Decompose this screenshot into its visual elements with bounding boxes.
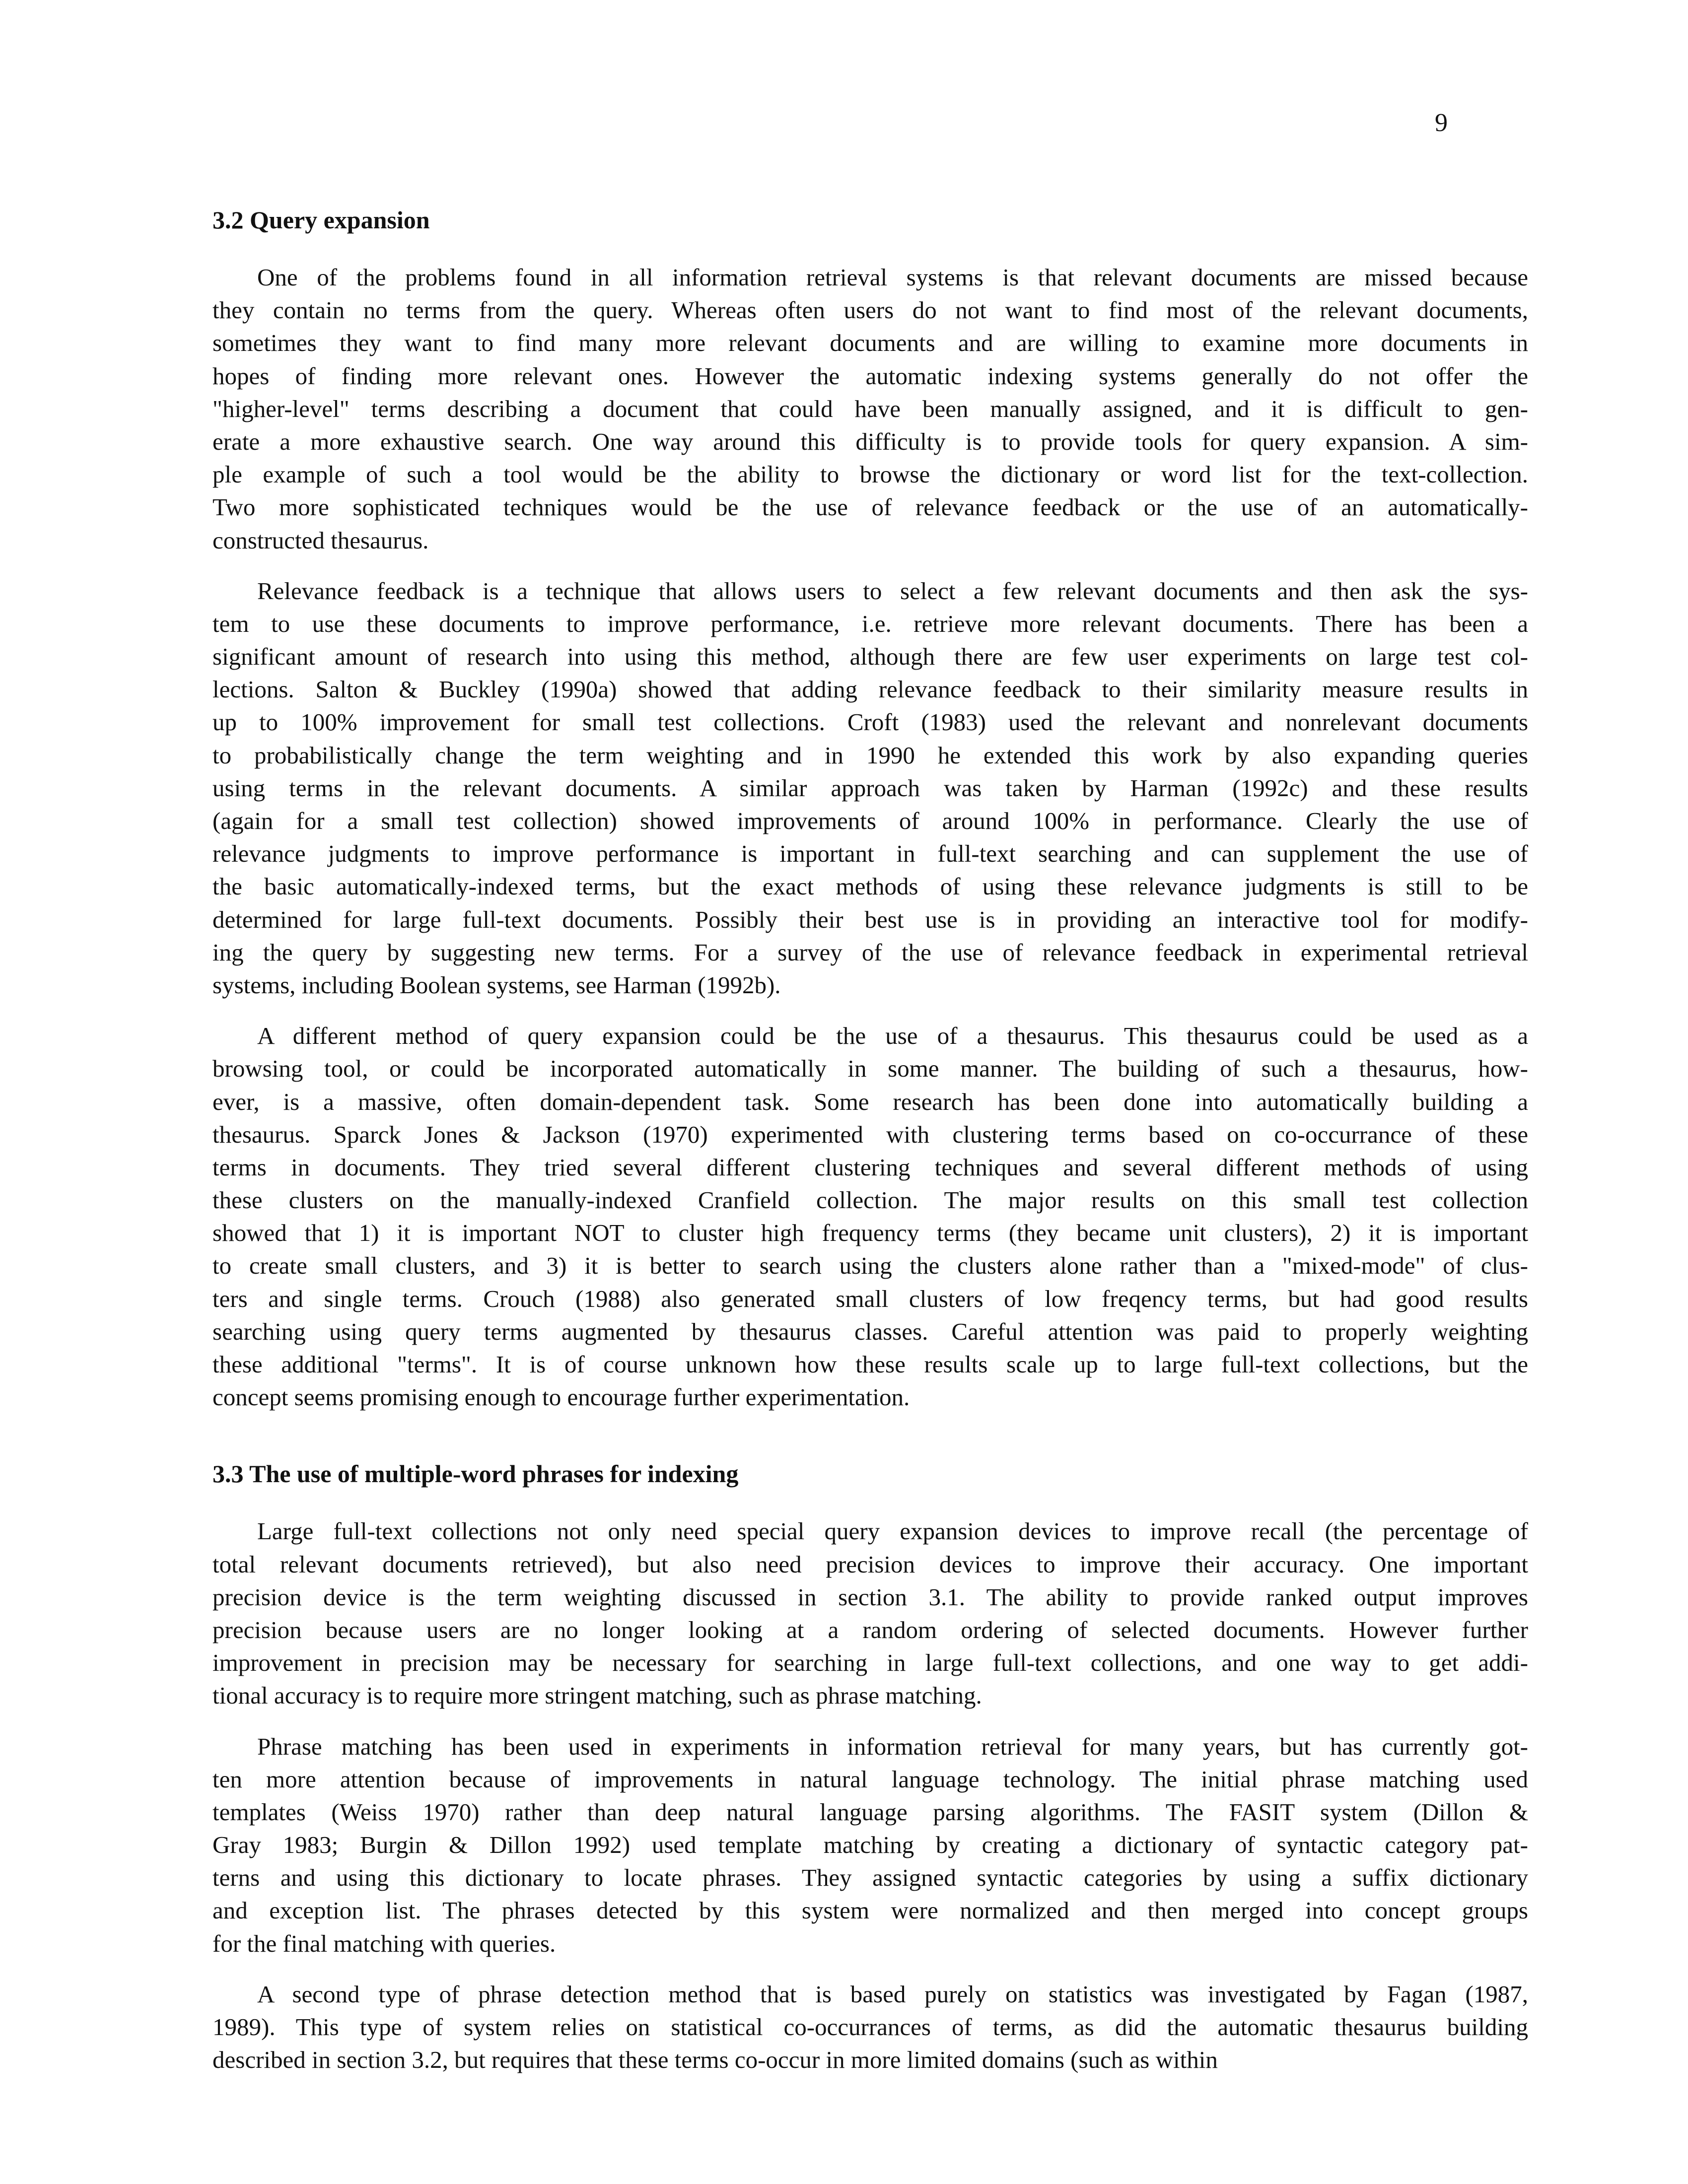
document-body	[212, 204, 1528, 2094]
text-line: precision because users are no longer looking at a random ordering of selected documents. However further	[212, 1616, 1528, 1643]
text-line: these additional "terms". It is of course unknown how these results scale up to large full-text collections, but the	[212, 1351, 1528, 1378]
text-line: Relevance feedback is a technique that allows users to select a few relevant documents and then ask the sys-	[257, 577, 1528, 605]
text-line: (again for a small test collection) showed improvements of around 100% in performance. Clearly the use of	[212, 807, 1528, 834]
text-line: browsing tool, or could be incorporated automatically in some manner. The building of such a thesaurus, how-	[212, 1055, 1528, 1083]
text-line: A different method of query expansion could be the use of a thesaurus. This thesaurus could be used as a	[257, 1022, 1528, 1050]
section	[212, 1457, 1528, 2076]
text-line: total relevant documents retrieved), but also need precision devices to improve their accuracy. One important	[212, 1550, 1528, 1578]
text-line: improvement in precision may be necessary for searching in large full-text collections, and one way to get addi-	[212, 1649, 1528, 1677]
text-line: ing the query by suggesting new terms. For a survey of the use of relevance feedback in experimental retrieval	[212, 938, 1528, 966]
text-line: they contain no terms from the query. Whereas often users do not want to find most of the relevant documents,	[212, 296, 1528, 324]
paragraph	[212, 575, 1528, 1002]
section-heading: 3.2 Query expansion	[212, 206, 430, 234]
text-line: for the final matching with queries.	[212, 1929, 556, 1957]
text-line: and exception list. The phrases detected by this system were normalized and then merged into concept groups	[212, 1897, 1528, 1924]
paragraph	[212, 1978, 1528, 2077]
text-line: hopes of finding more relevant ones. However the automatic indexing systems generally do not offer the	[212, 362, 1528, 390]
text-line: "higher-level" terms describing a document that could have been manually assigned, and it is difficult to gen-	[212, 395, 1528, 422]
text-line: described in section 3.2, but requires that these terms co-occur in more limited domains (such as within	[212, 2046, 1218, 2074]
text-line: ters and single terms. Crouch (1988) also generated small clusters of low freqency terms, but had good results	[212, 1285, 1528, 1312]
section-heading: 3.3 The use of multiple-word phrases for indexing	[212, 1460, 739, 1488]
text-line: ten more attention because of improvements in natural language technology. The initial phrase matching used	[212, 1765, 1528, 1793]
paragraph	[212, 1730, 1528, 1960]
text-line: thesaurus. Sparck Jones & Jackson (1970) experimented with clustering terms based on co-occurrance of these	[212, 1120, 1528, 1148]
text-line: Two more sophisticated techniques would be the use of relevance feedback or the use of an automatically-	[212, 493, 1528, 521]
text-line: Phrase matching has been used in experiments in information retrieval for many years, but has currently got-	[257, 1732, 1528, 1760]
text-line: tem to use these documents to improve performance, i.e. retrieve more relevant documents. There has been a	[212, 610, 1528, 637]
text-line: Gray 1983; Burgin & Dillon 1992) used template matching by creating a dictionary of syntactic category pat-	[212, 1831, 1528, 1859]
text-line: lections. Salton & Buckley (1990a) showed that adding relevance feedback to their similarity measure results in	[212, 676, 1528, 703]
text-line: significant amount of research into using this method, although there are few user experiments on large test col-	[212, 643, 1528, 671]
section-gap	[212, 1432, 1528, 1457]
text-line: these clusters on the manually-indexed Cranfield collection. The major results on this small test collection	[212, 1186, 1528, 1214]
text-line: precision device is the term weighting discussed in section 3.1. The ability to provide ranked output improves	[212, 1583, 1528, 1611]
text-line: tional accuracy is to require more stringent matching, such as phrase matching.	[212, 1682, 982, 1709]
paragraph	[212, 1515, 1528, 1712]
text-line: showed that 1) it is important NOT to cluster high frequency terms (they became unit clusters), 2) it is important	[212, 1219, 1528, 1247]
text-line: the basic automatically-indexed terms, but the exact methods of using these relevance judgments is still to be	[212, 873, 1528, 900]
text-line: 1989). This type of system relies on statistical co-occurrances of terms, as did the automatic thesaurus building	[212, 2013, 1528, 2041]
text-line: relevance judgments to improve performance is important in full-text searching and can supplement the use of	[212, 840, 1528, 868]
text-line: constructed thesaurus.	[212, 526, 429, 554]
text-line: templates (Weiss 1970) rather than deep natural language parsing algorithms. The FASIT system (Dillon &	[212, 1798, 1528, 1826]
text-line: concept seems promising enough to encourage further experimentation.	[212, 1383, 910, 1411]
text-line: using terms in the relevant documents. A similar approach was taken by Harman (1992c) and these results	[212, 774, 1528, 802]
text-line: terms in documents. They tried several different clustering techniques and several different methods of using	[212, 1153, 1528, 1181]
text-line: erate a more exhaustive search. One way around this difficulty is to provide tools for query expansion. A sim-	[212, 427, 1528, 455]
page-number: 9	[1435, 109, 1448, 137]
text-line: searching using query terms augmented by thesaurus classes. Careful attention was paid to properly weighting	[212, 1317, 1528, 1345]
text-line: A second type of phrase detection method that is based purely on statistics was investigated by Fagan (1987,	[257, 1980, 1528, 2008]
section	[212, 204, 1528, 1414]
paragraph	[212, 261, 1528, 557]
text-line: determined for large full-text documents. Possibly their best use is in providing an interactive tool for modify-	[212, 905, 1528, 933]
text-line: One of the problems found in all information retrieval systems is that relevant documents are missed because	[257, 264, 1528, 291]
text-line: Large full-text collections not only need special query expansion devices to improve recall (the percentage of	[257, 1517, 1528, 1545]
text-line: systems, including Boolean systems, see Harman (1992b).	[212, 971, 781, 999]
text-line: terns and using this dictionary to locate phrases. They assigned syntactic categories by using a suffix dictionary	[212, 1864, 1528, 1892]
text-line: ever, is a massive, often domain-dependent task. Some research has been done into automatically building a	[212, 1088, 1528, 1115]
paragraph	[212, 1020, 1528, 1414]
text-line: to probabilistically change the term weighting and in 1990 he extended this work by also expanding queries	[212, 741, 1528, 769]
text-line: up to 100% improvement for small test collections. Croft (1983) used the relevant and nonrelevant documents	[212, 708, 1528, 736]
text-line: sometimes they want to find many more relevant documents and are willing to examine more documents in	[212, 329, 1528, 357]
text-line: to create small clusters, and 3) it is better to search using the clusters alone rather than a "mixed-mode" of clus-	[212, 1252, 1528, 1280]
text-line: ple example of such a tool would be the ability to browse the dictionary or word list for the text-collection.	[212, 461, 1528, 488]
